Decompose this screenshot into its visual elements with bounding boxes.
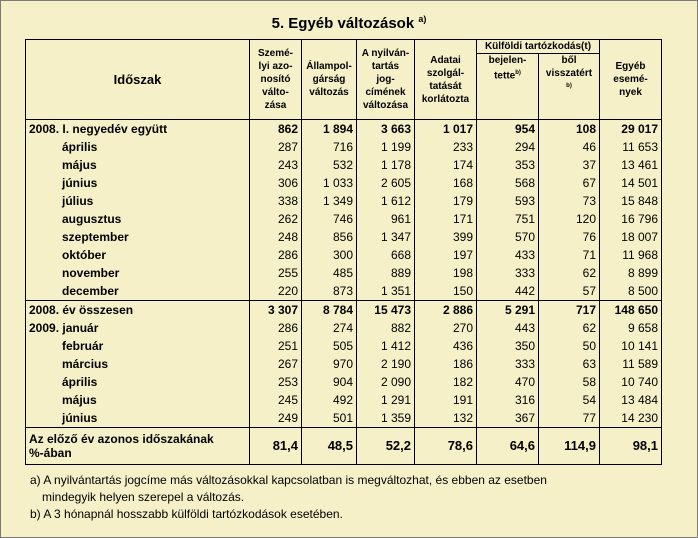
- cell-value: 253: [250, 373, 302, 391]
- cell-value: 120: [539, 210, 600, 228]
- header-col6: [539, 54, 600, 120]
- header-line: Szemé-: [257, 48, 293, 59]
- title-footnote-marker: a): [418, 14, 427, 24]
- table-row: [26, 192, 662, 210]
- cell-value: 182: [415, 373, 477, 391]
- cell-value: 50: [539, 337, 600, 355]
- row-label: december: [26, 282, 250, 301]
- cell-value: 76: [539, 228, 600, 246]
- cell-value: 251: [250, 337, 302, 355]
- table-row: [26, 391, 662, 409]
- table-row: [26, 409, 662, 428]
- cell-value: 333: [477, 355, 539, 373]
- header-line: bejelen-: [488, 55, 527, 66]
- percentage-value: 114,9: [539, 428, 600, 465]
- cell-value: 889: [357, 264, 415, 282]
- cell-value: 1 412: [357, 337, 415, 355]
- header-col3: [357, 40, 415, 120]
- cell-value: 300: [302, 246, 357, 264]
- cell-value: 11 653: [600, 138, 662, 156]
- table-title-text: 5. Egyéb változások: [271, 15, 415, 32]
- cell-value: 8 784: [302, 301, 357, 320]
- percentage-value: 78,6: [415, 428, 477, 465]
- table-row: [26, 246, 662, 264]
- cell-value: 198: [415, 264, 477, 282]
- cell-value: 63: [539, 355, 600, 373]
- cell-value: 287: [250, 138, 302, 156]
- cell-value: 14 501: [600, 174, 662, 192]
- row-label: április: [26, 373, 250, 391]
- cell-value: 873: [302, 282, 357, 301]
- table-row: [26, 156, 662, 174]
- cell-value: 29 017: [600, 120, 662, 139]
- cell-value: 62: [539, 264, 600, 282]
- row-label: május: [26, 156, 250, 174]
- header-line: Állampol-: [306, 61, 352, 72]
- cell-value: 961: [357, 210, 415, 228]
- cell-value: 353: [477, 156, 539, 174]
- cell-value: 443: [477, 319, 539, 337]
- table-row: [26, 174, 662, 192]
- cell-value: 248: [250, 228, 302, 246]
- cell-value: 15 473: [357, 301, 415, 320]
- header-line: válto-: [262, 87, 289, 98]
- row-label: április: [26, 138, 250, 156]
- cell-value: 249: [250, 409, 302, 428]
- table-row: [26, 210, 662, 228]
- footnote-a-line1: a) A nyilvántartás jogcíme más változásokkal kapcsolatban is megváltozhat, és ebben az esetben: [30, 473, 547, 487]
- header-line: címének: [365, 87, 406, 98]
- cell-value: 286: [250, 319, 302, 337]
- statistics-table: [25, 39, 662, 465]
- percentage-value: 52,2: [357, 428, 415, 465]
- header-col4: [415, 40, 477, 120]
- cell-value: 970: [302, 355, 357, 373]
- cell-value: 501: [302, 409, 357, 428]
- header-line: változás: [309, 87, 349, 98]
- cell-value: 233: [415, 138, 477, 156]
- cell-value: 856: [302, 228, 357, 246]
- header-line: változása: [362, 100, 409, 111]
- cell-value: 262: [250, 210, 302, 228]
- cell-value: 46: [539, 138, 600, 156]
- cell-value: 442: [477, 282, 539, 301]
- cell-value: 148 650: [600, 301, 662, 320]
- cell-value: 108: [539, 120, 600, 139]
- percentage-value: 64,6: [477, 428, 539, 465]
- cell-value: 1 349: [302, 192, 357, 210]
- row-label: szeptember: [26, 228, 250, 246]
- cell-value: 132: [415, 409, 477, 428]
- row-label: március: [26, 355, 250, 373]
- cell-value: 191: [415, 391, 477, 409]
- cell-value: 306: [250, 174, 302, 192]
- header-col5-note: b): [515, 70, 521, 76]
- cell-value: 9 658: [600, 319, 662, 337]
- cell-value: 294: [477, 138, 539, 156]
- cell-value: 492: [302, 391, 357, 409]
- cell-value: 197: [415, 246, 477, 264]
- cell-value: 1 894: [302, 120, 357, 139]
- cell-value: 668: [357, 246, 415, 264]
- cell-value: 150: [415, 282, 477, 301]
- cell-value: 1 033: [302, 174, 357, 192]
- header-line: visszatért: [545, 68, 593, 79]
- header-line: esemé-: [613, 74, 648, 85]
- cell-value: 882: [357, 319, 415, 337]
- header-line: nyek: [619, 87, 642, 98]
- cell-value: 186: [415, 355, 477, 373]
- row-label: június: [26, 409, 250, 428]
- cell-value: 174: [415, 156, 477, 174]
- table-row: [26, 301, 662, 320]
- header-line: korlátozta: [421, 93, 470, 105]
- cell-value: 333: [477, 264, 539, 282]
- header-group-foreign-stay: Külföldi tartózkodás(t): [477, 40, 600, 54]
- header-line: ből: [561, 55, 577, 66]
- cell-value: 171: [415, 210, 477, 228]
- cell-value: 10 740: [600, 373, 662, 391]
- row-label: 2008. I. negyedév együtt: [26, 120, 250, 139]
- footnote-b: b) A 3 hónapnál hosszabb külföldi tartózkodások esetében.: [30, 507, 343, 521]
- cell-value: 267: [250, 355, 302, 373]
- table-row: [26, 355, 662, 373]
- cell-value: 1 199: [357, 138, 415, 156]
- row-label: november: [26, 264, 250, 282]
- row-label: május: [26, 391, 250, 409]
- cell-value: 54: [539, 391, 600, 409]
- cell-value: 10 141: [600, 337, 662, 355]
- cell-value: 62: [539, 319, 600, 337]
- cell-value: 15 848: [600, 192, 662, 210]
- header-line: nosító: [260, 74, 291, 85]
- percentage-value: 98,1: [600, 428, 662, 465]
- cell-value: 243: [250, 156, 302, 174]
- table-row: [26, 282, 662, 301]
- cell-value: 179: [415, 192, 477, 210]
- header-line: tartás: [371, 61, 400, 72]
- cell-value: 286: [250, 246, 302, 264]
- cell-value: 746: [302, 210, 357, 228]
- cell-value: 1 359: [357, 409, 415, 428]
- cell-value: 77: [539, 409, 600, 428]
- cell-value: 67: [539, 174, 600, 192]
- header-col2: [302, 40, 357, 120]
- cell-value: 2 090: [357, 373, 415, 391]
- cell-value: 3 663: [357, 120, 415, 139]
- table-row: [26, 120, 662, 139]
- cell-value: 1 291: [357, 391, 415, 409]
- cell-value: 316: [477, 391, 539, 409]
- footnote-a-line2: mindegyik helyen szerepel a változás.: [42, 490, 245, 504]
- cell-value: 716: [302, 138, 357, 156]
- header-line: A nyilván-: [361, 48, 410, 59]
- cell-value: 338: [250, 192, 302, 210]
- table-row: [26, 228, 662, 246]
- cell-value: 57: [539, 282, 600, 301]
- cell-value: 593: [477, 192, 539, 210]
- header-col1: [250, 40, 302, 120]
- row-label: augusztus: [26, 210, 250, 228]
- cell-value: 11 589: [600, 355, 662, 373]
- header-line: szolgál-: [426, 67, 465, 79]
- cell-value: 1 347: [357, 228, 415, 246]
- header-col6-note: b): [566, 83, 572, 89]
- cell-value: 2 605: [357, 174, 415, 192]
- cell-value: 751: [477, 210, 539, 228]
- row-label: október: [26, 246, 250, 264]
- table-body: [26, 120, 662, 465]
- cell-value: 436: [415, 337, 477, 355]
- cell-value: 11 968: [600, 246, 662, 264]
- cell-value: 433: [477, 246, 539, 264]
- cell-value: 568: [477, 174, 539, 192]
- header-line: tette: [494, 70, 516, 82]
- cell-value: 270: [415, 319, 477, 337]
- cell-value: 570: [477, 228, 539, 246]
- cell-value: 862: [250, 120, 302, 139]
- table-row: [26, 138, 662, 156]
- pct-label-line1: Az előző év azonos időszakának: [29, 432, 214, 446]
- cell-value: 18 007: [600, 228, 662, 246]
- header-line: gárság: [312, 74, 346, 85]
- cell-value: 532: [302, 156, 357, 174]
- percentage-row-label: [26, 428, 250, 465]
- cell-value: 505: [302, 337, 357, 355]
- table-title: [0, 14, 698, 32]
- cell-value: 1 017: [415, 120, 477, 139]
- header-col7: [600, 40, 662, 120]
- table-row: [26, 319, 662, 337]
- row-label: július: [26, 192, 250, 210]
- cell-value: 168: [415, 174, 477, 192]
- header-line: zása: [264, 100, 287, 111]
- cell-value: 1 612: [357, 192, 415, 210]
- cell-value: 73: [539, 192, 600, 210]
- cell-value: 16 796: [600, 210, 662, 228]
- percentage-row: [26, 428, 662, 465]
- cell-value: 717: [539, 301, 600, 320]
- percentage-value: 81,4: [250, 428, 302, 465]
- cell-value: 3 307: [250, 301, 302, 320]
- cell-value: 485: [302, 264, 357, 282]
- cell-value: 954: [477, 120, 539, 139]
- cell-value: 2 886: [415, 301, 477, 320]
- header-col5: [477, 54, 539, 120]
- cell-value: 8 899: [600, 264, 662, 282]
- percentage-value: 48,5: [302, 428, 357, 465]
- cell-value: 350: [477, 337, 539, 355]
- cell-value: 1 178: [357, 156, 415, 174]
- header-line: Egyéb: [615, 61, 646, 72]
- cell-value: 13 484: [600, 391, 662, 409]
- cell-value: 245: [250, 391, 302, 409]
- table-row: [26, 337, 662, 355]
- cell-value: 367: [477, 409, 539, 428]
- cell-value: 274: [302, 319, 357, 337]
- pct-label-line2: %-ában: [29, 446, 72, 460]
- cell-value: 470: [477, 373, 539, 391]
- header-period: Időszak: [26, 40, 250, 120]
- cell-value: 58: [539, 373, 600, 391]
- cell-value: 1 351: [357, 282, 415, 301]
- table-row: [26, 373, 662, 391]
- row-label: június: [26, 174, 250, 192]
- cell-value: 13 461: [600, 156, 662, 174]
- header-line: jog-: [376, 74, 395, 85]
- cell-value: 904: [302, 373, 357, 391]
- header-line: lyi azo-: [258, 61, 293, 72]
- cell-value: 37: [539, 156, 600, 174]
- header-line: Adatai: [430, 54, 461, 66]
- footnotes: [30, 472, 670, 523]
- cell-value: 8 500: [600, 282, 662, 301]
- row-label: február: [26, 337, 250, 355]
- table-row: [26, 264, 662, 282]
- cell-value: 220: [250, 282, 302, 301]
- row-label: 2009. január: [26, 319, 250, 337]
- cell-value: 255: [250, 264, 302, 282]
- row-label: 2008. év összesen: [26, 301, 250, 320]
- cell-value: 71: [539, 246, 600, 264]
- header-line: tatását: [429, 80, 462, 92]
- cell-value: 2 190: [357, 355, 415, 373]
- cell-value: 399: [415, 228, 477, 246]
- cell-value: 5 291: [477, 301, 539, 320]
- cell-value: 14 230: [600, 409, 662, 428]
